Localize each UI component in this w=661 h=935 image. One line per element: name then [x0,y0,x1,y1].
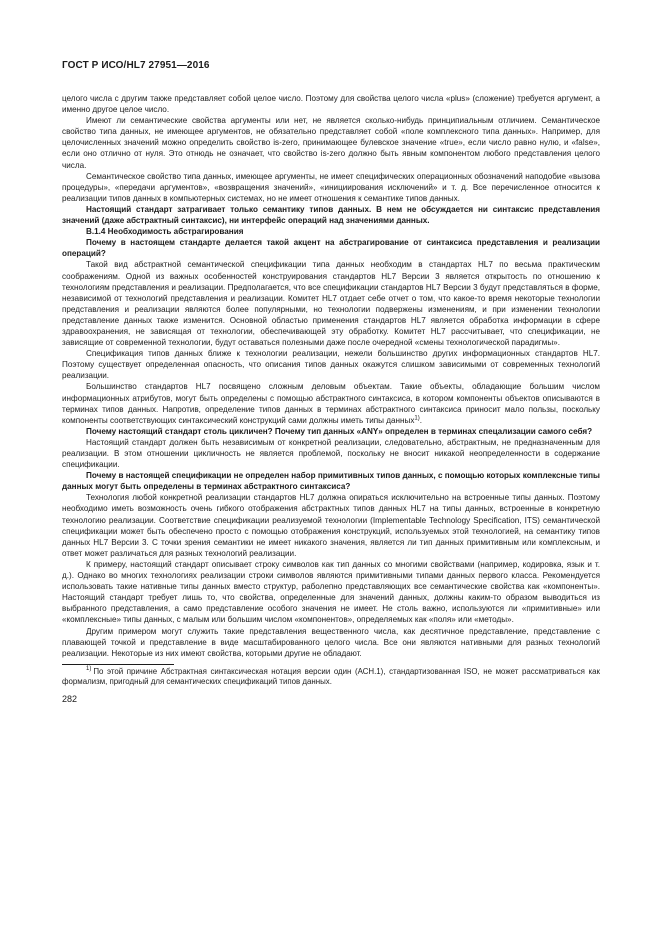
paragraph: Технология любой конкретной реализации стандартов HL7 должна опираться исключительно на встроенные типы данных. Поэтому необходимо иметь возможность очень гибкого отображения абстрактных типов данных HL7 на типы данных, встроенные в конкретную технологию реализации. Соответствие спецификации реализуемой технологии (Implementable Technology Specification, ITS) семантической спецификации может быть обеспечено просто с помощью отображения конструкций, используемых этой технологией, на семантику типов данных HL7 Версии 3. С точки зрения семантики не имеет никакого значения, является ли тип данных примитивным или комплексным, и ответ может различаться для разных технологий реализации. [62,493,600,558]
document-header: ГОСТ Р ИСО/HL7 27951—2016 [62,60,210,71]
document-page [62,60,600,705]
footnote-ref-tail: . [419,415,422,425]
paragraph: Настоящий стандарт должен быть независимым от конкретной реализации, следовательно, абстрактным, не предназначенным для реализации. В этом отношении цикличность не является проблемой, поскольку не вносит никакой неопределенности в содержание спецификации. [62,437,600,470]
section-heading: В.1.4 Необходимость абстрагирования [86,227,244,237]
paragraph: К примеру, настоящий стандарт описывает строку символов как тип данных со многими свойствами (например, кодировка, язык и т. д.). Однако во многих технологиях реализации строки символов являются примитивными типами данных первого класса. Рекомендуется использовать такие нативные типы данных вместо структур, раболепно представляющих все семантические свойства как «компоненты». Настоящий стандарт требует лишь то, что свойства, определенные для значений данных, должны каким-то образом выводиться из выбранного представления, а само представление особого значения не имеет. Не столь важно, используются ли «примитивные» или «комплексные» типы данных, с малым или большим числом «компонентов», определяемых как «поля» или «методы». [62,559,600,625]
question-heading: Почему настоящий стандарт столь цикличен? Почему тип данных «ANY» определен в терминах спецализации самого себя? [86,426,593,436]
footnote-text: По этой причине Абстрактная синтаксическая нотация версии один (АСН.1), стандартизованная ISO, не может рассматриваться как формализм, пригодный для семантических спецификаций типов данных. [62,666,600,687]
paragraph: Имеют ли семантические свойства аргументы или нет, не является сколько-нибудь принципиальным отличием. Семантическое свойство типа данных, не имеющее аргументов, не обязательно представляет собой «поле комплексного типа данных». Например, для целочисленных значений можно определить свойство is-zero, принимающее булевское значение «true», если число равно нулю, и «false», если оно отлично от нуля. Это отнюдь не означает, что свойство is-zero должно быть явным компонентом любого представления целого числа. [62,116,600,170]
paragraph: Другим примером могут служить такие представления вещественного числа, как десятичное представление, представление с плавающей точкой и представление в виде масштабированного целого числа. Все они являются нативными для разных технологий реализации. Некоторые из них имеют свойства, которыми другие не обладают. [62,626,600,658]
paragraph: целого числа с другим также представляет собой целое число. Поэтому для свойства целого числа «plus» (сложение) требуется аргумент, а именно другое целое число. [62,94,600,115]
page-number: 282 [62,693,78,704]
paragraph-with-footnote-ref [62,381,600,425]
footnote-reference: 1) [414,415,420,421]
footnote [62,667,600,688]
paragraph: Семантическое свойство типа данных, имеющее аргументы, не имеет специфических операционных обозначений наподобие «вызова процедуры», «передачи аргументов», «возвращения значений», «инициирования исключений» и т. д. Все перечисленное относится к реализации типов данных в компьютерных системах, но не имеет отношения к семантике типов данных. [62,171,600,203]
paragraph-text: Большинство стандартов HL7 посвящено сложным деловым объектам. Такие объекты, обладающие большим числом информационных атрибутов, могут быть определены с помощью абстрактного синтаксиса, в котором компоненты объектов описываются в терминах типов данных. Напротив, определение типов данных в терминах абстрактного синтаксиса приносит мало пользы, поскольку компоненты соответствующих синтаксический конструкций сами должны иметь типы данных [62,382,600,425]
paragraph: Спецификация типов данных ближе к технологии реализации, нежели большинство других информационных стандартов HL7. Поэтому существует определенная опасность, что описания типов данных окажутся слишком зависимыми от современных технологий реализации. [62,349,600,381]
paragraph: Такой вид абстрактной семантической спецификации типа данных необходим в стандартах HL7 по весьма практическим соображениям. Одной из важных особенностей конструирования стандартов HL7 Версии 3 является открытость по отношению к технологиям представления и реализации. Предполагается, что все спецификации стандартов HL7 Версии 3 будут представляться в форме, независимой от технологий представления и реализации. Комитет HL7 отдает себе отчет о том, что какое-то время некоторые технологии представления и реализации являются более популярными, но технологии подвержены изменениям, и при изменении технологии представление данных также изменится. Основной областью применения стандартов HL7 является обработка информации в сфере здравоохранения, не зависящая от технологии, обеспечивающей эту обработку. Комитет HL7 рассчитывает, что спецификации, не зависящие от современной технологии, будут оставаться полезными даже после очередной «смены технологической парадигмы». [62,260,600,348]
footnote-divider [62,664,174,665]
question-heading: Почему в настоящем стандарте делается такой акцент на абстрагирование от синтаксиса представления и реализации операций? [62,238,600,259]
question-heading: Почему в настоящей спецификации не определен набор примитивных типов данных, с помощью которых комплексные типы данных могут быть определены в терминах абстрактного синтаксиса? [62,471,600,492]
paragraph-bold: Настоящий стандарт затрагивает только семантику типов данных. В нем не обсуждается ни синтаксис представления значений (даже абстрактный синтаксис), ни интерфейс операций над значениями данных. [62,204,600,226]
footnote-marker: 1) [86,666,92,673]
